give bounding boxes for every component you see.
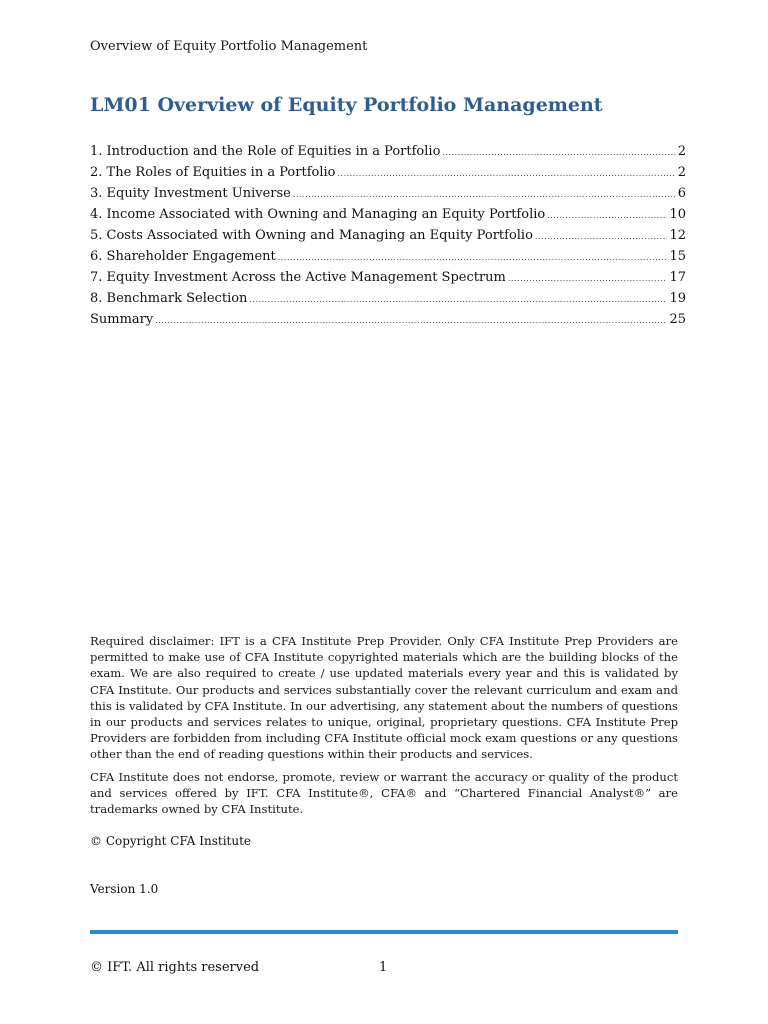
toc-entry-label: 4. Income Associated with Owning and Managing an Equity Portfolio [90, 207, 546, 222]
toc-entry[interactable] [90, 246, 686, 267]
footer-divider [90, 930, 678, 934]
toc-entry[interactable] [90, 141, 686, 162]
toc-entry[interactable] [90, 162, 686, 183]
toc-entry-page-number: 2 [677, 144, 686, 159]
toc-entry-page-number: 17 [669, 270, 686, 285]
toc-entry[interactable] [90, 288, 686, 309]
toc-entry-label: 3. Equity Investment Universe [90, 186, 291, 201]
copyright-notice: © Copyright CFA Institute [90, 834, 252, 848]
table-of-contents [90, 141, 686, 330]
toc-entry[interactable] [90, 309, 686, 330]
toc-entry-label: 2. The Roles of Equities in a Portfolio [90, 165, 336, 180]
toc-dot-leader [547, 205, 667, 226]
toc-dot-leader [155, 310, 667, 331]
toc-entry-page-number: 15 [669, 249, 686, 264]
toc-entry-label: 7. Equity Investment Across the Active Management Spectrum [90, 270, 506, 285]
toc-dot-leader [278, 247, 668, 268]
toc-dot-leader [535, 226, 668, 247]
toc-entry-label: 6. Shareholder Engagement [90, 249, 276, 264]
toc-entry[interactable] [90, 267, 686, 288]
running-header: Overview of Equity Portfolio Management [90, 39, 368, 54]
toc-entry[interactable] [90, 225, 686, 246]
toc-entry-page-number: 12 [669, 228, 686, 243]
disclaimer-paragraph-2: CFA Institute does not endorse, promote, review or warrant the accuracy or quality of the product and services offered by IFT. CFA Institute®, CFA® and “Chartered Financial Analyst®” are trademarks owned by CFA Institute. [90, 769, 678, 817]
toc-entry-page-number: 2 [677, 165, 686, 180]
toc-dot-leader [337, 163, 675, 184]
toc-entry-page-number: 25 [669, 312, 686, 327]
toc-entry-page-number: 19 [669, 291, 686, 306]
toc-entry-label: 8. Benchmark Selection [90, 291, 248, 306]
toc-dot-leader [508, 268, 668, 289]
document-title: LM01 Overview of Equity Portfolio Management [90, 94, 603, 116]
toc-dot-leader [293, 184, 676, 205]
toc-entry-page-number: 6 [677, 186, 686, 201]
toc-entry[interactable] [90, 183, 686, 204]
toc-entry-label: Summary [90, 312, 154, 327]
footer-rights: © IFT. All rights reserved [90, 960, 260, 975]
footer-page-number: 1 [379, 960, 388, 975]
toc-entry-page-number: 10 [669, 207, 686, 222]
disclaimer-block [90, 633, 678, 823]
toc-dot-leader [249, 289, 667, 310]
toc-entry-label: 5. Costs Associated with Owning and Managing an Equity Portfolio [90, 228, 533, 243]
version-label: Version 1.0 [90, 882, 159, 896]
toc-dot-leader [442, 142, 675, 163]
disclaimer-paragraph-1: Required disclaimer: IFT is a CFA Institute Prep Provider. Only CFA Institute Prep Providers are permitted to make use of CFA Institute copyrighted materials which are the building blocks of the exam. We are also required to create / use updated materials every year and this is validated by CFA Institute. Our products and services substantially cover the relevant curriculum and exam and this is validated by CFA Institute. In our advertising, any statement about the numbers of questions in our products and services relates to unique, original, proprietary questions. CFA Institute Prep Providers are forbidden from including CFA Institute official mock exam questions or any questions other than the end of reading questions within their products and services. [90, 634, 678, 762]
toc-entry-label: 1. Introduction and the Role of Equities in a Portfolio [90, 144, 441, 159]
toc-entry[interactable] [90, 204, 686, 225]
